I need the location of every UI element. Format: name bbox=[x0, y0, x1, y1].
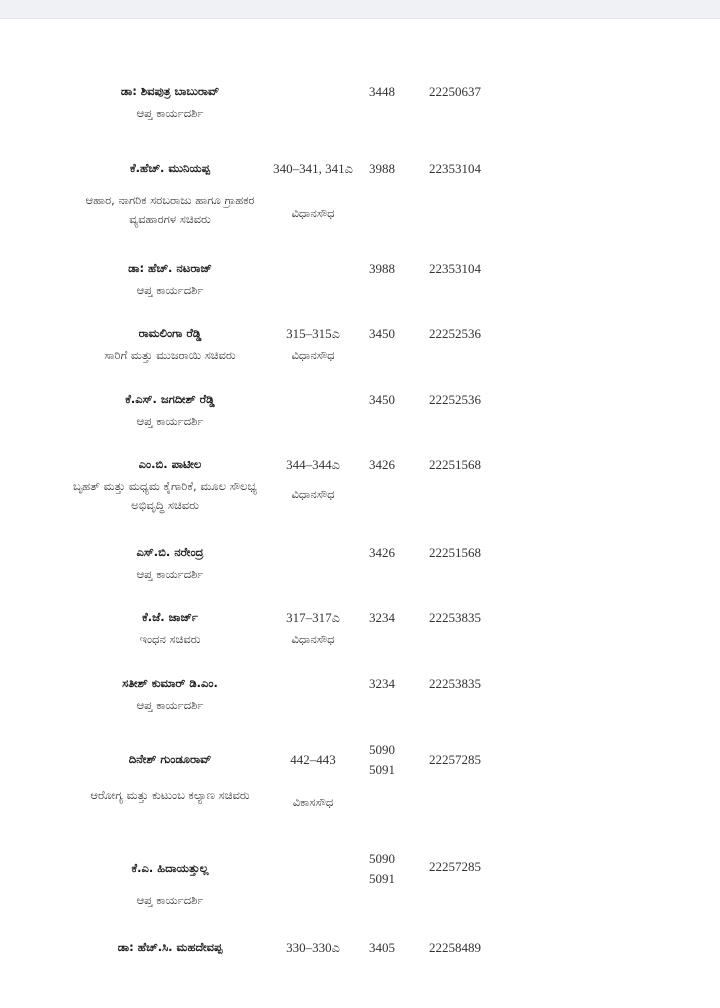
person-name: ಡಾ: ಶಿವಪುತ್ರ ಬಾಬುರಾವ್ bbox=[120, 84, 220, 98]
person-name: ಸತೀಶ್ ಕುಮಾರ್ ಡಿ.ಎಂ. bbox=[122, 676, 218, 690]
viewer-top-bar bbox=[0, 0, 720, 19]
phone-number: 22257285 bbox=[429, 859, 481, 874]
phone-number: 22252536 bbox=[429, 392, 481, 407]
building-name: ವಿಧಾನಸೌಧ bbox=[291, 487, 335, 501]
extension-number: 3426 bbox=[369, 457, 395, 472]
phone-number: 22253835 bbox=[429, 610, 481, 625]
person-name: ಕೆ.ಎ. ಹಿದಾಯತ್ತುಲ್ಲ bbox=[131, 861, 209, 875]
extension-number: 3426 bbox=[369, 545, 395, 560]
room-number: 330–330ಎ bbox=[286, 940, 340, 955]
phone-number: 22251568 bbox=[429, 457, 481, 472]
person-name: ಎಸ್.ಬಿ. ನರೇಂದ್ರ bbox=[136, 545, 204, 559]
designation: ಆಪ್ತ ಕಾರ್ಯದರ್ಶಿ bbox=[136, 567, 204, 581]
person-name: ಡಾ: ಹೆಚ್. ನಟರಾಜ್ bbox=[128, 261, 212, 275]
extension-number: 3234 bbox=[369, 676, 395, 691]
designation: ಆಪ್ತ ಕಾರ್ಯದರ್ಶಿ bbox=[136, 414, 204, 428]
extension-number: 5090 bbox=[369, 742, 395, 757]
person-name: ಕೆ.ಹೆಚ್. ಮುನಿಯಪ್ಪ bbox=[130, 161, 210, 175]
person-name: ದಿನೇಶ್ ಗುಂಡೂರಾವ್ bbox=[128, 752, 212, 766]
room-number: 317–317ಎ bbox=[286, 610, 340, 625]
person-name: ಡಾ: ಹೆಚ್.ಸಿ. ಮಹದೇವಪ್ಪ bbox=[117, 940, 223, 954]
designation: ಆರೋಗ್ಯ ಮತ್ತು ಕುಟುಂಬ ಕಲ್ಯಾಣ ಸಚಿವರು bbox=[90, 788, 250, 802]
building-name: ವಿಧಾನಸೌಧ bbox=[291, 632, 335, 646]
person-name: ರಾಮಲಿಂಗಾ ರೆಡ್ಡಿ bbox=[138, 326, 202, 340]
phone-number: 22250637 bbox=[429, 84, 481, 99]
designation: ಆಹಾರ, ನಾಗರಿಕ ಸರಬರಾಜು ಹಾಗೂ ಗ್ರಾಹಕರ ವ್ಯವಹಾರಗಳ ಸಚಿವರು bbox=[85, 193, 255, 226]
designation: ಬೃಹತ್ ಮತ್ತು ಮಧ್ಯಮ ಕೈಗಾರಿಕೆ, ಮೂಲ ಸೌಲಭ್ಯ ಅಭಿವೃದ್ಧಿ ಸಚಿವರು bbox=[73, 479, 257, 512]
phone-number: 22258489 bbox=[429, 940, 481, 955]
extension-number-2: 5091 bbox=[369, 871, 395, 886]
extension-number: 3405 bbox=[369, 940, 395, 955]
extension-number: 5090 bbox=[369, 851, 395, 866]
person-name: ಕೆ.ಜೆ. ಜಾರ್ಜ್ bbox=[142, 610, 198, 624]
designation: ಆಪ್ತ ಕಾರ್ಯದರ್ಶಿ bbox=[136, 698, 204, 712]
room-number: 340–341, 341ಎ bbox=[273, 161, 353, 176]
extension-number: 3450 bbox=[369, 392, 395, 407]
extension-number: 3450 bbox=[369, 326, 395, 341]
room-number: 315–315ಎ bbox=[286, 326, 340, 341]
building-name: ವಿಕಾಸಸೌಧ bbox=[292, 795, 334, 809]
extension-number: 3234 bbox=[369, 610, 395, 625]
extension-number: 3448 bbox=[369, 84, 395, 99]
phone-number: 22257285 bbox=[429, 752, 481, 767]
extension-number: 3988 bbox=[369, 161, 395, 176]
phone-number: 22251568 bbox=[429, 545, 481, 560]
phone-number: 22353104 bbox=[429, 261, 481, 276]
phone-number: 22353104 bbox=[429, 161, 481, 176]
phone-number: 22252536 bbox=[429, 326, 481, 341]
room-number: 442–443 bbox=[290, 752, 336, 767]
person-name: ಕೆ.ಎಸ್. ಜಗದೀಶ್ ರೆಡ್ಡಿ bbox=[125, 392, 215, 406]
designation: ಆಪ್ತ ಕಾರ್ಯದರ್ಶಿ bbox=[136, 106, 204, 120]
designation: ಸಾರಿಗೆ ಮತ್ತು ಮುಜರಾಯಿ ಸಚಿವರು bbox=[104, 348, 236, 362]
designation: ಇಂಧನ ಸಚಿವರು bbox=[139, 632, 201, 646]
building-name: ವಿಧಾನಸೌಧ bbox=[291, 206, 335, 220]
building-name: ವಿಧಾನಸೌಧ bbox=[291, 348, 335, 362]
phone-number: 22253835 bbox=[429, 676, 481, 691]
room-number: 344–344ಎ bbox=[286, 457, 340, 472]
designation: ಆಪ್ತ ಕಾರ್ಯದರ್ಶಿ bbox=[136, 893, 204, 907]
extension-number: 3988 bbox=[369, 261, 395, 276]
person-name: ಎಂ.ಬಿ. ಪಾಟೀಲ bbox=[138, 457, 202, 471]
designation: ಆಪ್ತ ಕಾರ್ಯದರ್ಶಿ bbox=[136, 283, 204, 297]
extension-number-2: 5091 bbox=[369, 762, 395, 777]
